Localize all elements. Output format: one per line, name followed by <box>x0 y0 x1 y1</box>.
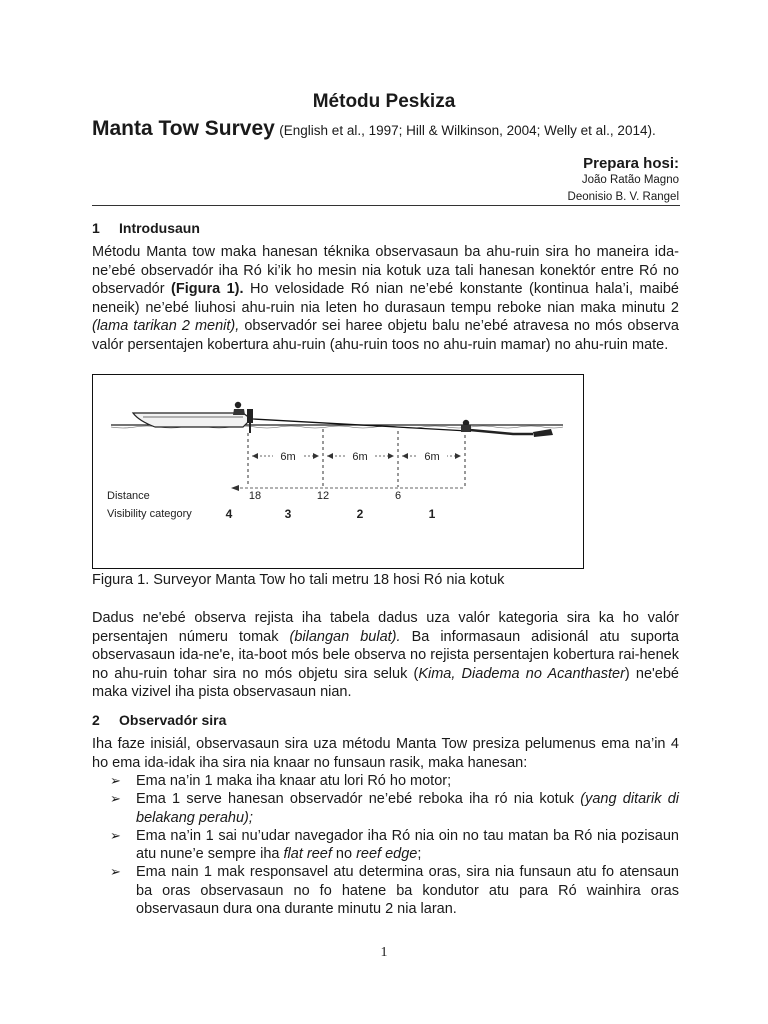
visibility-category-value: 3 <box>284 507 292 521</box>
italic-note: (yang ditarik di belakang perahu); <box>136 791 679 826</box>
text: Ema nain 1 mak responsavel atu determina oras, sira nia funsaun atu fo atensaun ba oras observasaun no fo hatene ba kondutor atu para Ró wainhira oras observasaun dura ona durante minutu 2 nia laran. <box>136 864 679 918</box>
section-1-heading <box>92 220 200 236</box>
bullet-arrow-icon: ➢ <box>110 827 121 843</box>
section-number: 1 <box>92 220 100 236</box>
list-item <box>92 827 679 864</box>
section-title: Observadór sira <box>119 712 227 728</box>
text: Métodu Manta tow maka hanesan téknika observasaun ba ahu-ruin sira ho maneira ida-ne’ebé observadór iha Ró ki’ik ho mesin nia kotuk uza tali hanesan konektór entre Ró no observadór <box>92 244 679 297</box>
italic-term: reef edge <box>356 846 418 863</box>
diver-body-icon <box>470 430 533 434</box>
page-number: 1 <box>380 945 388 960</box>
bullet-arrow-icon: ➢ <box>110 864 121 880</box>
figure-1-manta-tow-diagram <box>92 374 584 569</box>
list-item <box>92 772 679 790</box>
author-name: Deonisio B. V. Rangel <box>567 191 679 203</box>
boat-hull-icon <box>133 413 251 427</box>
page-title: Métodu Peskiza <box>312 91 456 112</box>
text: Ema 1 serve hanesan observadór ne’ebé reboka iha ró nia kotuk <box>136 791 581 808</box>
header-divider <box>92 205 680 206</box>
visibility-category-value: 1 <box>428 507 436 521</box>
segment-label: 6m <box>424 451 440 463</box>
bullet-arrow-icon: ➢ <box>110 773 121 788</box>
prepared-by-block <box>568 155 679 206</box>
diver-fins-icon <box>533 429 553 437</box>
outboard-motor-icon <box>247 409 253 423</box>
observer-roles-list <box>92 772 679 918</box>
text: no <box>331 846 357 863</box>
italic-note: (lama tarikan 2 menit), <box>92 318 240 334</box>
subtitle-references: (English et al., 1997; Hill & Wilkinson, 2004; Welly et al., 2014). <box>279 123 656 138</box>
author-name: João Ratão Magno <box>581 174 679 186</box>
intro-paragraph <box>92 243 679 354</box>
italic-term: flat reef <box>283 846 332 863</box>
distance-axis-arrowhead <box>231 485 239 491</box>
distance-value: 18 <box>248 490 262 502</box>
text: Ba informasaun adisionál atu suporta observasaun ida-ne'e, ita-boot mós bele observa no rejista persentajen kobertura rai-henek no ahu-ruin tohar sira no mós objetu sira seluk ( <box>92 628 679 682</box>
text: Dadus ne'ebé observa rejista iha tabela dadus uza valór kategoria sira ka ho valór persentajen númeru tomak <box>92 610 679 645</box>
text: ; <box>417 846 422 863</box>
text: Iha faze inisiál, observasaun sira uza métodu Manta Tow presiza pelumenus ema na’in 4 ho ema ida-idak iha sira nia knaar no funsaun rasik, maka hanesan: <box>92 736 679 771</box>
distance-value: 6 <box>394 490 402 502</box>
figure-caption: Figura 1. Surveyor Manta Tow ho tali metru 18 hosi Ró nia kotuk <box>92 572 505 588</box>
visibility-category-value: 4 <box>225 507 233 521</box>
list-item <box>92 790 679 827</box>
segment-label: 6m <box>352 451 368 463</box>
section-title: Introdusaun <box>119 220 200 236</box>
visibility-category-value: 2 <box>356 507 364 521</box>
subtitle-main: Manta Tow Survey <box>92 117 275 140</box>
distance-label: Distance <box>107 490 150 502</box>
observers-intro-paragraph <box>92 735 679 772</box>
text: observadór sei haree objetu balu ne’ebé atravesa no mós observa valór persentajen kobertura ahu-ruin (ahu-ruin toos no ahu-ruin mamar) no ahu-ruin mate. <box>92 318 679 353</box>
section-2-heading <box>92 712 226 728</box>
subtitle <box>92 117 732 141</box>
italic-note: (bilangan bulat). <box>289 628 401 645</box>
text: ) ne'ebé maka vizivel iha pista observasaun nian. <box>92 665 679 700</box>
boat-driver-head-icon <box>235 402 241 408</box>
boat-driver-body-icon <box>233 409 245 415</box>
text: Ho velosidade Ró nian ne’ebé konstante (kontinua hala’i, maibé neneik) ne’ebé liuhosi ahu-ruin nia leten ho durasaun tempu reboke nian maka minutu 2 <box>92 281 679 316</box>
data-paragraph <box>92 609 679 702</box>
text: Ema na’in 1 sai nu’udar navegador iha Ró nia oin no tau matan ba Ró nia pozisaun atu nune’e sempre iha <box>136 827 679 863</box>
segment-label: 6m <box>280 451 296 463</box>
distance-value: 12 <box>316 490 330 502</box>
bullet-arrow-icon: ➢ <box>110 791 121 807</box>
manta-tow-illustration <box>93 375 583 568</box>
manta-board-icon <box>461 425 471 432</box>
italic-species: Kima, Diadema no Acanthaster <box>418 665 625 682</box>
visibility-category-label: Visibility category <box>107 508 192 520</box>
figure-reference: (Figura 1). <box>171 281 244 297</box>
text: Ema na’in 1 maka iha knaar atu lori Ró ho motor; <box>136 773 452 789</box>
section-number: 2 <box>92 712 100 728</box>
list-item <box>92 863 679 918</box>
prepared-by-label: Prepara hosi: <box>583 155 679 172</box>
